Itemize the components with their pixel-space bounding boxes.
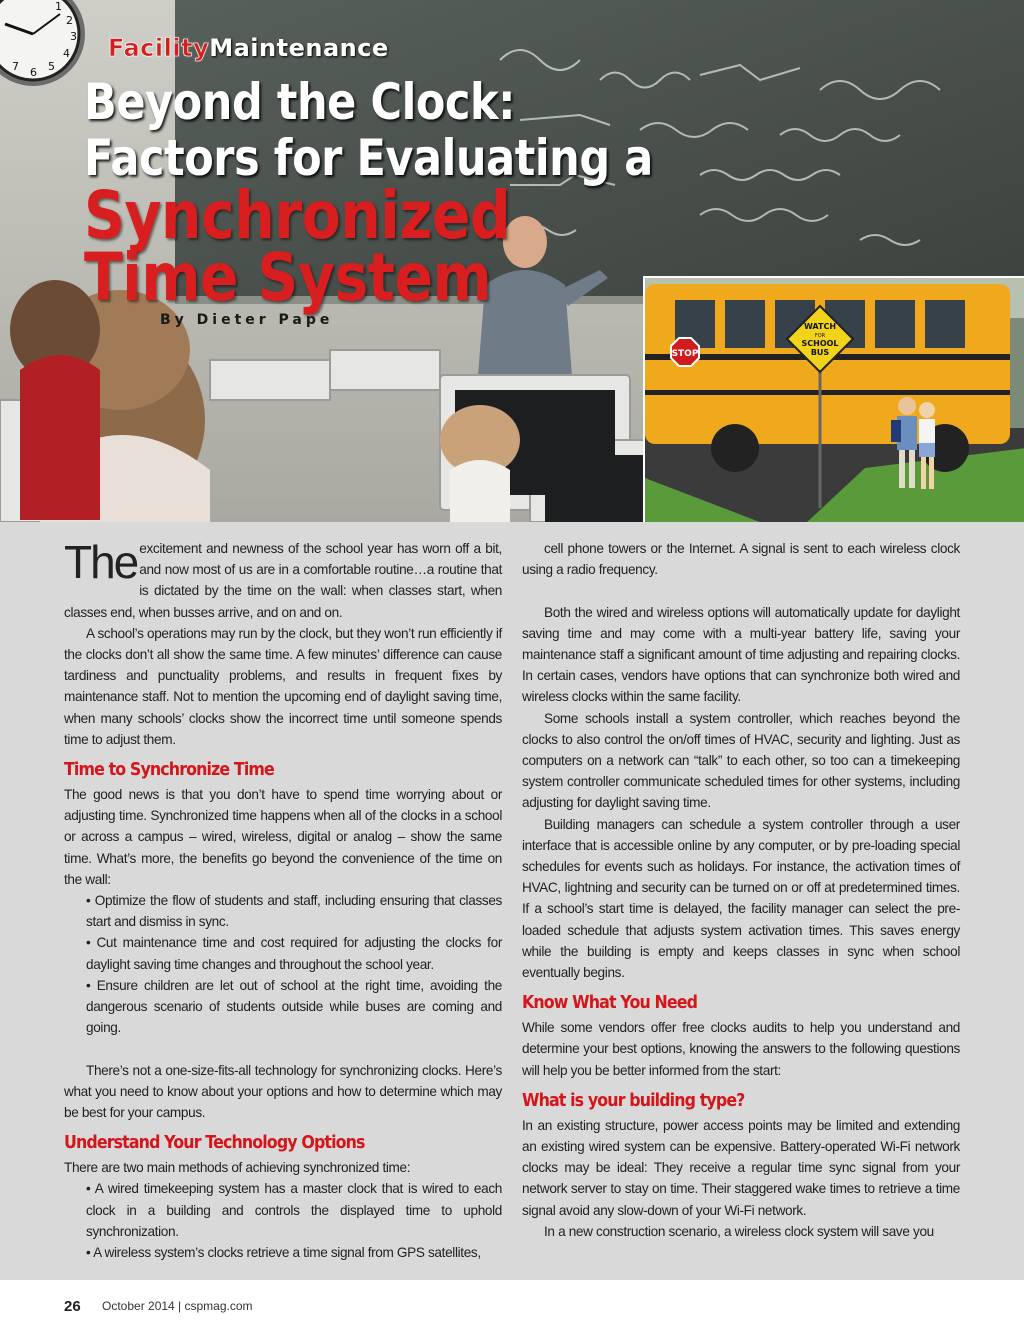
subhead-know-what-you-need: Know What You Need bbox=[522, 992, 698, 1014]
bullet-item: • Optimize the flow of students and staff, including ensuring that classes start and dismiss in sync. bbox=[86, 893, 502, 930]
intro-text: excitement and newness of the school year has worn off a bit, and now most of us are in a comfortable routine…a routine that is dictated by the time on the wall: when classes start, when classes end, when busses arrive, and on and on. bbox=[64, 541, 502, 620]
headline-line-1: Beyond the Clock: bbox=[84, 73, 515, 131]
subhead-time-to-synchronize: Time to Synchronize Time bbox=[64, 759, 274, 781]
page-footer bbox=[0, 1280, 1024, 1344]
dropcap: The bbox=[64, 536, 138, 588]
paragraph-intro bbox=[64, 538, 502, 623]
school-bus-photo bbox=[643, 276, 1024, 522]
clock-digit: 2 bbox=[66, 14, 73, 27]
paragraph: There’s not a one-size-fits-all technology for synchronizing clocks. Here’s what you need to know about your options and how to determine which may be best for your campus. bbox=[64, 1062, 502, 1121]
clock-digit: 3 bbox=[70, 30, 77, 43]
clock-digit: 1 bbox=[55, 0, 62, 13]
subhead-technology-options: Understand Your Technology Options bbox=[64, 1132, 365, 1154]
paragraph: There are two main methods of achieving synchronized time: bbox=[64, 1160, 411, 1176]
clock-digit: 5 bbox=[48, 60, 55, 73]
kicker-maintenance: Maintenance bbox=[209, 34, 389, 62]
article-body bbox=[0, 522, 1024, 1280]
hero-image bbox=[0, 0, 1024, 522]
clock-digit: 7 bbox=[12, 60, 19, 73]
byline: By Dieter Pape bbox=[160, 312, 334, 328]
subhead-building-type: What is your building type? bbox=[522, 1089, 745, 1111]
bullet-item: • A wireless system’s clocks retrieve a time signal from GPS satellites, bbox=[86, 1245, 481, 1261]
bullet-item: • Cut maintenance time and cost required for adjusting the clocks for daylight saving time changes and throughout the school year. bbox=[86, 935, 502, 972]
paragraph: Building managers can schedule a system controller through a user interface that is accessible online by any computer, or by pre-loading special schedules for events such as holidays. For instance, the activation times of HVAC, lightning and security can be turned on or off at predetermined times. If a school’s start time is delayed, the facility manager can select the pre-loaded schedule that adjusts system activation times. This saves energy while the building is empty and keeps classes in sync when school eventually begins. bbox=[522, 816, 960, 981]
right-column bbox=[522, 538, 960, 1242]
bus-sign-watch: WATCH bbox=[803, 322, 837, 331]
paragraph: cell phone towers or the Internet. A signal is sent to each wireless clock using a radio frequency. bbox=[522, 541, 960, 578]
clock-digit: 6 bbox=[30, 66, 37, 79]
paragraph: Some schools install a system controller, which reaches beyond the clocks to also control the on/off times of HVAC, security and lighting. Just as computers on a network can “talk” to each other, so too can a timekeeping system controller communicate scheduled times for other systems, including adjusting for daylight saving time. bbox=[522, 710, 960, 811]
bullet-item: • Ensure children are let out of school at the right time, avoiding the dangerous scenario of students outside while buses are coming and going. bbox=[86, 977, 502, 1036]
section-kicker bbox=[108, 34, 389, 62]
kicker-facility: Facility bbox=[108, 34, 210, 62]
paragraph: Both the wired and wireless options will automatically update for daylight saving time and may come with a multi-year battery life, saving your maintenance staff a significant amount of time adjusting and repairing clocks. In certain cases, vendors have options that can synchronize both wired and wireless clocks within the same facility. bbox=[522, 604, 960, 705]
paragraph: In a new construction scenario, a wireless clock system will save you bbox=[544, 1223, 934, 1239]
bus-sign-school: SCHOOL bbox=[801, 339, 839, 348]
headline-line-2: Factors for Evaluating a bbox=[84, 129, 653, 187]
page-number: 26 bbox=[64, 1298, 81, 1315]
paragraph: While some vendors offer free clocks audits to help you understand and determine your best options, knowing the answers to the following questions will help you be better informed from the start: bbox=[522, 1020, 960, 1078]
bus-sign-for: FOR bbox=[814, 333, 826, 339]
paragraph: The good news is that you don’t have to spend time worrying about or adjusting time. Synchronized time happens when all of the clocks in a school or across a campus – wired, wireless, digital or analog – show the same time. What’s more, the benefits go beyond the convenience of the time on the wall: bbox=[64, 787, 502, 887]
left-column bbox=[64, 538, 502, 1263]
bullet-item: • A wired timekeeping system has a master clock that is wired to each clock in a building and controls the displayed time to uphold synchronization. bbox=[86, 1181, 502, 1239]
headline-line-4: Time System bbox=[84, 239, 492, 316]
stop-sign-text: STOP bbox=[671, 349, 699, 359]
clock-digit: 4 bbox=[63, 47, 70, 60]
paragraph: In an existing structure, power access points may be limited and extending an existing wired system can be expensive. Battery-operated Wi-Fi network clocks may be ideal: They receive a regular time sync signal from your network server to stay on time. Their staggered wake times to retrieve a time signal avoid any slow-down of your Wi-Fi network. bbox=[522, 1117, 960, 1218]
headline-line-3: Synchronized bbox=[84, 177, 511, 254]
bus-sign-bus: BUS bbox=[810, 348, 830, 357]
paragraph: A school’s operations may run by the clock, but they won’t run efficiently if the clocks don’t all show the same time. A few minutes’ difference can cause tardiness and punctuality problems, and results in frequent fixes by maintenance staff. Not to mention the upcoming end of daylight saving time, when many schools’ clocks show the incorrect time until someone spends time to adjust them. bbox=[64, 625, 502, 747]
issue-info: October 2014 | cspmag.com bbox=[102, 1299, 253, 1313]
